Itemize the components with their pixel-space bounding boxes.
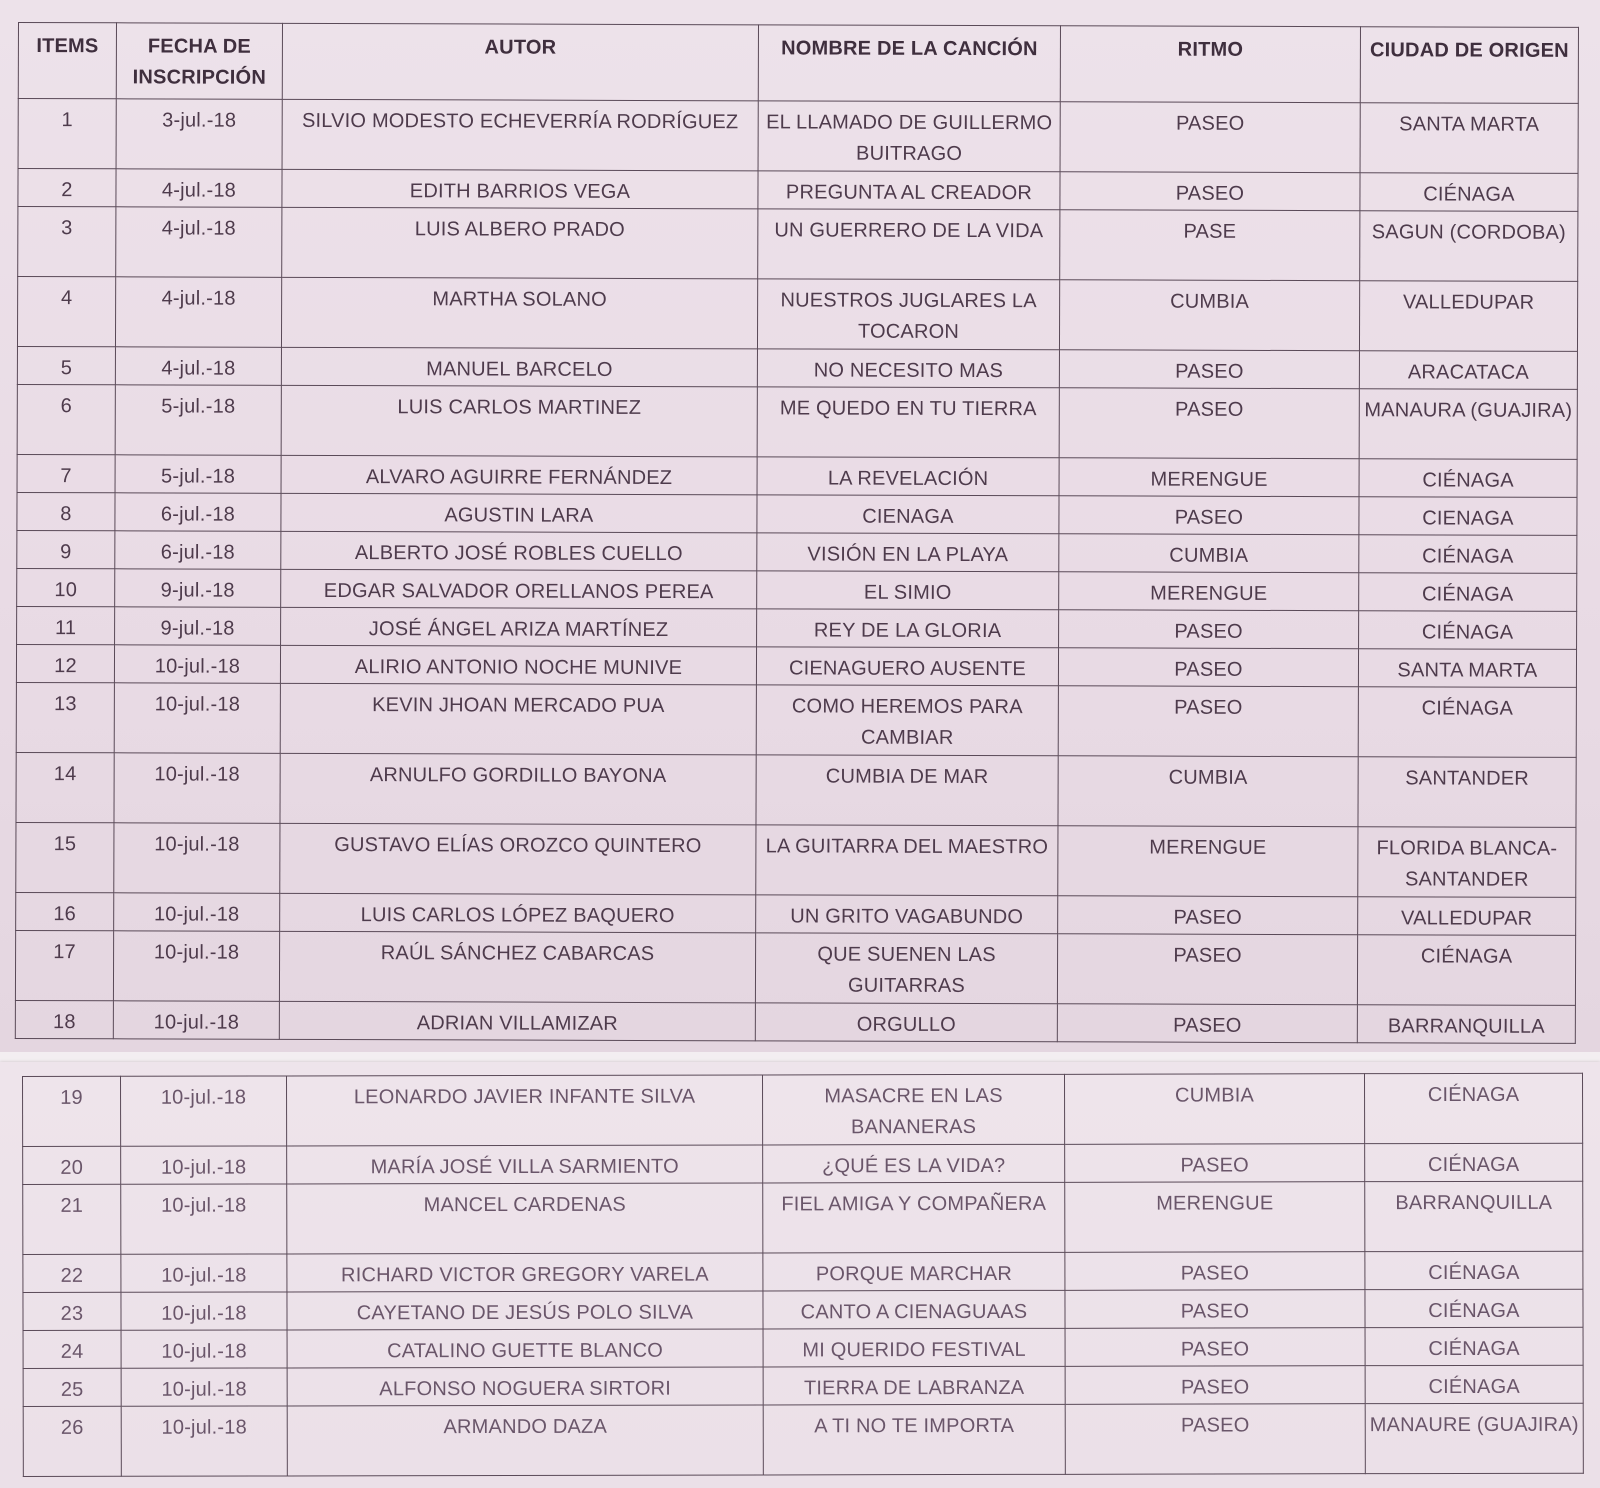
song-cell: COMO HEREMOS PARA CAMBIAR: [756, 685, 1058, 756]
author-cell: LUIS ALBERO PRADO: [282, 207, 758, 278]
city-cell: BARRANQUILLA: [1365, 1181, 1583, 1251]
rhythm-cell: PASEO: [1057, 934, 1357, 1005]
item-cell: 6: [17, 384, 115, 454]
song-cell: CANTO A CIENAGUAAS: [763, 1290, 1065, 1329]
item-cell: 19: [23, 1076, 121, 1146]
author-cell: GUSTAVO ELÍAS OROZCO QUINTERO: [280, 823, 756, 894]
author-cell: RICHARD VICTOR GREGORY VARELA: [287, 1253, 763, 1292]
rhythm-cell: MERENGUE: [1065, 1182, 1365, 1253]
city-cell: CIÉNAGA: [1365, 1251, 1583, 1289]
item-cell: 13: [16, 682, 114, 752]
song-cell: LA REVELACIÓN: [757, 457, 1059, 496]
rhythm-cell: CUMBIA: [1059, 534, 1359, 573]
date-cell: 10-jul.-18: [121, 1076, 287, 1146]
item-cell: 1: [18, 99, 116, 169]
song-cell: PORQUE MARCHAR: [763, 1252, 1065, 1291]
city-cell: CIÉNAGA: [1359, 535, 1577, 574]
date-cell: 10-jul.-18: [114, 683, 280, 754]
item-cell: 21: [23, 1184, 121, 1254]
table-row: [17, 454, 1577, 497]
city-cell: CIÉNAGA: [1365, 1365, 1583, 1403]
table-row: [17, 568, 1577, 611]
table-row: [23, 1403, 1583, 1476]
item-cell: 3: [18, 207, 116, 277]
table-row: [23, 1073, 1583, 1146]
header-row: [18, 23, 1578, 104]
header-song: NOMBRE DE LA CANCIÓN: [758, 25, 1060, 102]
table-row: [23, 1289, 1583, 1330]
item-cell: 16: [16, 892, 114, 930]
header-date: FECHA DE INSCRIPCIÓN: [116, 23, 282, 100]
rhythm-cell: MERENGUE: [1058, 826, 1358, 897]
rhythm-cell: PASEO: [1065, 1404, 1365, 1475]
city-cell: CIÉNAGA: [1358, 687, 1576, 758]
table-row: [16, 682, 1576, 757]
city-cell: CIÉNAGA: [1365, 1327, 1583, 1365]
date-cell: 4-jul.-18: [115, 347, 281, 386]
table-row: [15, 1000, 1575, 1043]
rhythm-cell: PASEO: [1057, 1004, 1357, 1043]
song-cell: QUE SUENEN LAS GUITARRAS: [755, 933, 1057, 1004]
header-city: CIUDAD DE ORIGEN: [1360, 27, 1578, 104]
table-row: [16, 644, 1576, 687]
table-row: [17, 384, 1577, 459]
rhythm-cell: MERENGUE: [1059, 572, 1359, 611]
city-cell: CIÉNAGA: [1365, 1143, 1583, 1181]
city-cell: VALLEDUPAR: [1358, 897, 1576, 936]
author-cell: ARMANDO DAZA: [287, 1405, 763, 1476]
table-row: [23, 1365, 1583, 1406]
item-cell: 26: [23, 1406, 121, 1476]
item-cell: 12: [16, 644, 114, 682]
song-cell: CUMBIA DE MAR: [756, 755, 1058, 826]
table-row: [16, 752, 1576, 827]
author-cell: JOSÉ ÁNGEL ARIZA MARTÍNEZ: [281, 607, 757, 646]
table-row: [15, 930, 1575, 1005]
header-author: AUTOR: [282, 23, 758, 100]
date-cell: 9-jul.-18: [115, 569, 281, 608]
city-cell: CIÉNAGA: [1364, 1073, 1582, 1143]
author-cell: ADRIAN VILLAMIZAR: [279, 1001, 755, 1040]
author-cell: MARÍA JOSÉ VILLA SARMIENTO: [287, 1145, 763, 1184]
date-cell: 10-jul.-18: [121, 1146, 287, 1184]
table-row: [17, 530, 1577, 573]
table-body-bottom: [23, 1073, 1584, 1476]
rhythm-cell: PASEO: [1060, 172, 1360, 211]
table-row: [23, 1181, 1583, 1254]
date-cell: 10-jul.-18: [121, 1330, 287, 1368]
song-cell: ORGULLO: [755, 1003, 1057, 1042]
item-cell: 7: [17, 454, 115, 492]
author-cell: CAYETANO DE JESÚS POLO SILVA: [287, 1291, 763, 1330]
city-cell: FLORIDA BLANCA-SANTANDER: [1358, 827, 1576, 898]
table-row: [17, 492, 1577, 535]
rhythm-cell: PASEO: [1065, 1328, 1365, 1367]
city-cell: SAGUN (CORDOBA): [1360, 211, 1578, 282]
date-cell: 10-jul.-18: [121, 1406, 287, 1476]
song-cell: VISIÓN EN LA PLAYA: [757, 533, 1059, 572]
city-cell: MANAURE (GUAJIRA): [1365, 1403, 1583, 1473]
song-cell: TIERRA DE LABRANZA: [763, 1366, 1065, 1405]
rhythm-cell: PASEO: [1059, 496, 1359, 535]
city-cell: VALLEDUPAR: [1359, 281, 1577, 352]
date-cell: 10-jul.-18: [121, 1292, 287, 1330]
author-cell: RAÚL SÁNCHEZ CABARCAS: [279, 931, 755, 1002]
rhythm-cell: PASEO: [1058, 686, 1358, 757]
author-cell: AGUSTIN LARA: [281, 493, 757, 532]
city-cell: CIÉNAGA: [1365, 1289, 1583, 1327]
song-cell: CIENAGUERO AUSENTE: [756, 647, 1058, 686]
rhythm-cell: MERENGUE: [1059, 458, 1359, 497]
item-cell: 25: [23, 1368, 121, 1406]
song-cell: NO NECESITO MAS: [757, 349, 1059, 388]
item-cell: 18: [15, 1000, 113, 1038]
rhythm-cell: PASE: [1060, 210, 1360, 281]
rhythm-cell: PASEO: [1065, 1290, 1365, 1329]
song-cell: PREGUNTA AL CREADOR: [758, 171, 1060, 210]
item-cell: 2: [18, 169, 116, 207]
song-cell: EL LLAMADO DE GUILLERMO BUITRAGO: [758, 101, 1060, 172]
item-cell: 23: [23, 1292, 121, 1330]
rhythm-cell: CUMBIA: [1058, 756, 1358, 827]
rhythm-cell: PASEO: [1065, 1144, 1365, 1183]
table-row: [23, 1143, 1583, 1184]
author-cell: LEONARDO JAVIER INFANTE SILVA: [287, 1075, 763, 1146]
city-cell: SANTA MARTA: [1358, 649, 1576, 688]
song-cell: A TI NO TE IMPORTA: [763, 1404, 1065, 1475]
city-cell: SANTA MARTA: [1360, 103, 1578, 174]
item-cell: 22: [23, 1254, 121, 1292]
item-cell: 8: [17, 492, 115, 530]
author-cell: ALFONSO NOGUERA SIRTORI: [287, 1367, 763, 1406]
date-cell: 4-jul.-18: [116, 207, 282, 278]
header-items: ITEMS: [18, 23, 116, 99]
table-row: [17, 606, 1577, 649]
date-cell: 10-jul.-18: [121, 1368, 287, 1406]
song-cell: MASACRE EN LAS BANANERAS: [762, 1074, 1064, 1145]
song-cell: ME QUEDO EN TU TIERRA: [757, 387, 1059, 458]
item-cell: 4: [17, 277, 115, 347]
table-row: [18, 207, 1578, 282]
song-cell: UN GUERRERO DE LA VIDA: [758, 209, 1060, 280]
song-cell: LA GUITARRA DEL MAESTRO: [756, 825, 1058, 896]
registration-table-top: [15, 22, 1579, 1044]
rhythm-cell: PASEO: [1060, 102, 1360, 173]
author-cell: ARNULFO GORDILLO BAYONA: [280, 753, 756, 824]
date-cell: 10-jul.-18: [121, 1254, 287, 1292]
table-body-top: [15, 99, 1578, 1044]
header-rhythm: RITMO: [1060, 26, 1360, 103]
date-cell: 10-jul.-18: [114, 645, 280, 684]
rhythm-cell: PASEO: [1059, 350, 1359, 389]
author-cell: MARTHA SOLANO: [281, 277, 757, 348]
table-row: [16, 892, 1576, 935]
table-row: [23, 1251, 1583, 1292]
date-cell: 10-jul.-18: [114, 893, 280, 932]
author-cell: KEVIN JHOAN MERCADO PUA: [280, 683, 756, 754]
registration-table-bottom: [22, 1073, 1584, 1477]
song-cell: ¿QUÉ ES LA VIDA?: [763, 1144, 1065, 1183]
author-cell: CATALINO GUETTE BLANCO: [287, 1329, 763, 1368]
date-cell: 5-jul.-18: [115, 455, 281, 494]
author-cell: MANCEL CARDENAS: [287, 1183, 763, 1254]
city-cell: CIÉNAGA: [1359, 459, 1577, 498]
song-cell: CIENAGA: [757, 495, 1059, 534]
rhythm-cell: PASEO: [1059, 388, 1359, 459]
table-row: [16, 822, 1576, 897]
song-cell: NUESTROS JUGLARES LA TOCARON: [757, 279, 1059, 350]
rhythm-cell: PASEO: [1065, 1252, 1365, 1291]
author-cell: LUIS CARLOS LÓPEZ BAQUERO: [280, 893, 756, 932]
author-cell: EDGAR SALVADOR ORELLANOS PEREA: [281, 569, 757, 608]
author-cell: ALIRIO ANTONIO NOCHE MUNIVE: [280, 645, 756, 684]
table-row: [23, 1327, 1583, 1368]
song-cell: MI QUERIDO FESTIVAL: [763, 1328, 1065, 1367]
author-cell: LUIS CARLOS MARTINEZ: [281, 385, 757, 456]
item-cell: 5: [17, 346, 115, 384]
rhythm-cell: PASEO: [1058, 648, 1358, 687]
city-cell: CIÉNAGA: [1359, 573, 1577, 612]
song-cell: EL SIMIO: [757, 571, 1059, 610]
date-cell: 9-jul.-18: [115, 607, 281, 646]
date-cell: 10-jul.-18: [113, 931, 279, 1002]
rhythm-cell: PASEO: [1065, 1366, 1365, 1405]
item-cell: 17: [15, 930, 113, 1000]
rhythm-cell: CUMBIA: [1059, 280, 1359, 351]
city-cell: SANTANDER: [1358, 757, 1576, 828]
author-cell: EDITH BARRIOS VEGA: [282, 169, 758, 208]
rhythm-cell: PASEO: [1058, 896, 1358, 935]
city-cell: ARACATACA: [1359, 351, 1577, 390]
date-cell: 5-jul.-18: [115, 385, 281, 456]
date-cell: 6-jul.-18: [115, 531, 281, 570]
song-cell: UN GRITO VAGABUNDO: [756, 895, 1058, 934]
city-cell: CIÉNAGA: [1359, 611, 1577, 650]
date-cell: 3-jul.-18: [116, 99, 282, 170]
author-cell: ALVARO AGUIRRE FERNÁNDEZ: [281, 455, 757, 494]
city-cell: BARRANQUILLA: [1357, 1005, 1575, 1044]
date-cell: 10-jul.-18: [114, 823, 280, 894]
table-row: [18, 169, 1578, 212]
item-cell: 14: [16, 752, 114, 822]
city-cell: CIÉNAGA: [1360, 173, 1578, 212]
date-cell: 10-jul.-18: [113, 1001, 279, 1040]
date-cell: 6-jul.-18: [115, 493, 281, 532]
city-cell: CIÉNAGA: [1357, 935, 1575, 1006]
rhythm-cell: CUMBIA: [1064, 1074, 1364, 1145]
rhythm-cell: PASEO: [1059, 610, 1359, 649]
city-cell: MANAURA (GUAJIRA): [1359, 389, 1577, 460]
item-cell: 20: [23, 1146, 121, 1184]
item-cell: 24: [23, 1330, 121, 1368]
song-cell: REY DE LA GLORIA: [757, 609, 1059, 648]
table-row: [17, 277, 1577, 352]
city-cell: CIENAGA: [1359, 497, 1577, 536]
date-cell: 4-jul.-18: [115, 277, 281, 348]
date-cell: 10-jul.-18: [114, 753, 280, 824]
table-row: [17, 346, 1577, 389]
item-cell: 9: [17, 530, 115, 568]
author-cell: SILVIO MODESTO ECHEVERRÍA RODRÍGUEZ: [282, 99, 758, 170]
item-cell: 15: [16, 822, 114, 892]
author-cell: MANUEL BARCELO: [281, 347, 757, 386]
date-cell: 4-jul.-18: [116, 169, 282, 208]
item-cell: 11: [17, 606, 115, 644]
table-row: [18, 99, 1578, 174]
song-cell: FIEL AMIGA Y COMPAÑERA: [763, 1182, 1065, 1253]
author-cell: ALBERTO JOSÉ ROBLES CUELLO: [281, 531, 757, 570]
item-cell: 10: [17, 568, 115, 606]
date-cell: 10-jul.-18: [121, 1184, 287, 1254]
